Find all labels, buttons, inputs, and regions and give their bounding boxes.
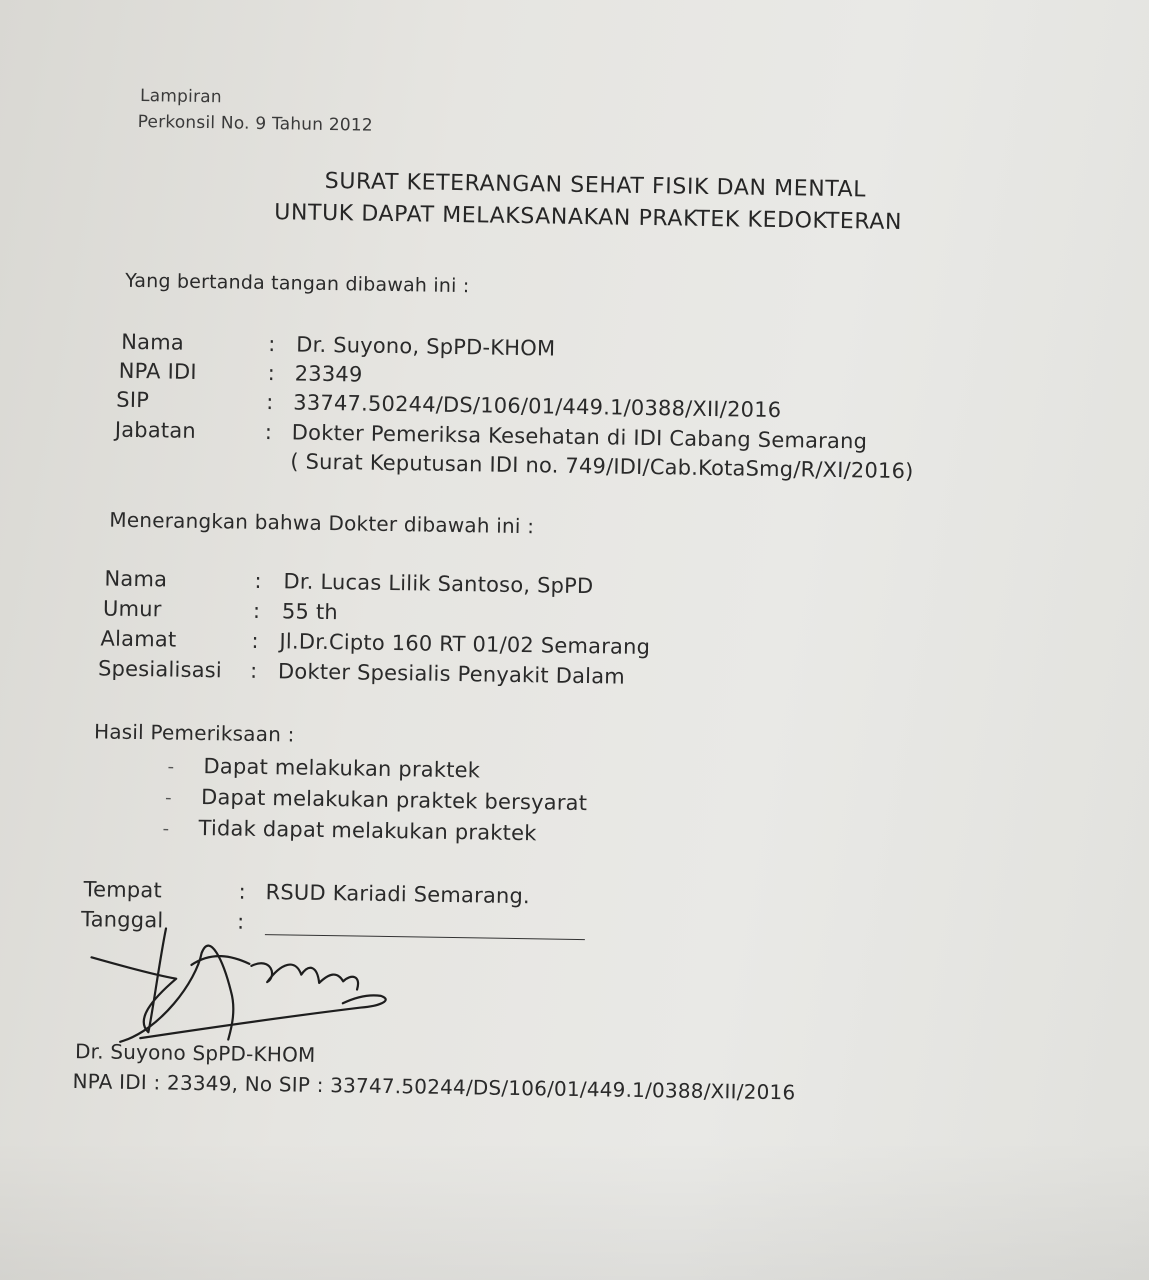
signer-label-npa: NPA IDI [118,358,197,384]
signer-value-nama: Dr. Suyono, SpPD-KHOM [295,332,556,361]
signer-colon-sip: : [266,390,274,415]
intro-text: Yang bertanda tangan dibawah ini : [124,269,470,298]
signature-stroke-4 [251,963,358,989]
subject-label-nama: Nama [104,566,168,592]
subject-colon-nama: : [254,568,262,593]
signer-label-jabatan: Jabatan [114,417,197,443]
subject-label-alamat: Alamat [100,626,177,652]
signer-label-sip: SIP [116,387,150,413]
subject-label-umur: Umur [102,596,162,622]
subject-value-spesialisasi: Dokter Spesialis Penyakit Dalam [277,659,626,689]
date-colon: : [236,909,245,934]
result-option-2: Dapat melakukan praktek bersyarat [200,785,588,816]
result-option-3: Tidak dapat melakukan praktek [198,816,537,846]
subject-label-spesialisasi: Spesialisasi [97,656,223,683]
subject-value-alamat: Jl.Dr.Cipto 160 RT 01/02 Semarang [279,629,651,660]
place-label: Tempat [83,877,163,903]
title-line-2: UNTUK DAPAT MELAKSANAKAN PRAKTEK KEDOKTERAN [274,200,903,235]
result-dash-1: - [167,756,175,778]
result-dash-3: - [162,818,170,840]
signature-stroke-1 [90,927,177,1032]
date-label: Tanggal [80,907,164,933]
signer-label-nama: Nama [121,329,185,355]
subject-value-nama: Dr. Lucas Lilik Santoso, SpPD [283,569,594,599]
header-perkonsil: Perkonsil No. 9 Tahun 2012 [137,111,374,136]
signer-colon-npa: : [267,361,275,386]
header-lampiran: Lampiran [139,86,222,108]
handwritten-signature-icon [80,919,422,1054]
signer-value-sip: 33747.50244/DS/106/01/449.1/0388/XII/2016 [293,390,782,423]
result-dash-2: - [164,787,172,809]
subject-colon-alamat: : [251,628,259,653]
statement-text: Menerangkan bahwa Dokter dibawah ini : [109,507,535,539]
subject-value-umur: 55 th [281,599,339,625]
result-option-1: Dapat melakukan praktek [203,754,481,783]
signer-jabatan-note: ( Surat Keputusan IDI no. 749/IDI/Cab.KotaSmg/R/XI/2016) [290,449,914,484]
signer-value-jabatan: Dokter Pemeriksa Kesehatan di IDI Cabang Semarang [291,420,868,454]
signature-stroke-2 [120,944,234,1043]
footer-ids: NPA IDI : 23349, No SIP : 33747.50244/DS/106/01/449.1/0388/XII/2016 [72,1069,796,1105]
signer-colon-nama: : [267,332,276,357]
footer-name: Dr. Suyono SpPD-KHOM [74,1039,316,1067]
subject-colon-spesialisasi: : [249,658,258,683]
signer-value-npa: 23349 [294,361,363,387]
result-heading: Hasil Pemeriksaan : [93,719,295,747]
signer-colon-jabatan: : [264,420,273,445]
place-colon: : [238,879,246,904]
title-line-1: SURAT KETERANGAN SEHAT FISIK DAN MENTAL [324,168,867,203]
subject-colon-umur: : [252,598,261,623]
place-value: RSUD Kariadi Semarang. [265,880,531,909]
